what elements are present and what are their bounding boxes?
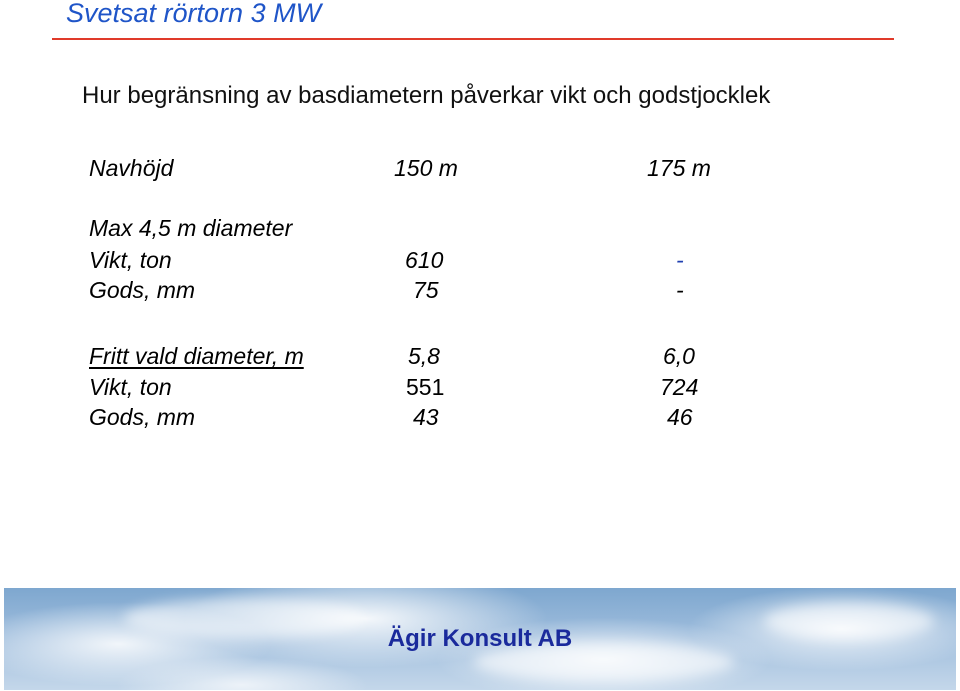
row-label: Gods, mm bbox=[89, 277, 196, 303]
row-label: Vikt, ton bbox=[89, 247, 172, 273]
row-col2: - bbox=[676, 247, 684, 273]
row-col2: 724 bbox=[660, 374, 699, 400]
row-col2: 46 bbox=[667, 404, 693, 430]
slide-subtitle: Hur begränsning av basdiametern påverkar vikt och godstjocklek bbox=[82, 82, 771, 109]
row-col1: 75 bbox=[413, 277, 439, 303]
section-heading-max: Max 4,5 m diameter bbox=[89, 215, 293, 241]
table-header-col1: 150 m bbox=[394, 155, 458, 181]
footer-banner bbox=[4, 588, 956, 690]
section-heading-free: Fritt vald diameter, m bbox=[89, 343, 304, 369]
section-heading-free-col2: 6,0 bbox=[663, 343, 695, 369]
row-label: Gods, mm bbox=[89, 404, 196, 430]
section-heading-free-col1: 5,8 bbox=[408, 343, 440, 369]
row-label: Vikt, ton bbox=[89, 374, 172, 400]
row-col1: 610 bbox=[405, 247, 444, 273]
title-rule bbox=[52, 38, 894, 40]
row-col1: 551 bbox=[406, 374, 445, 400]
table-header-col2: 175 m bbox=[647, 155, 711, 181]
row-col2: - bbox=[676, 277, 684, 303]
company-name: Ägir Konsult AB bbox=[387, 625, 573, 652]
slide-title: Svetsat rörtorn 3 MW bbox=[66, 0, 322, 28]
row-col1: 43 bbox=[413, 404, 439, 430]
table-header-label: Navhöjd bbox=[89, 155, 174, 181]
